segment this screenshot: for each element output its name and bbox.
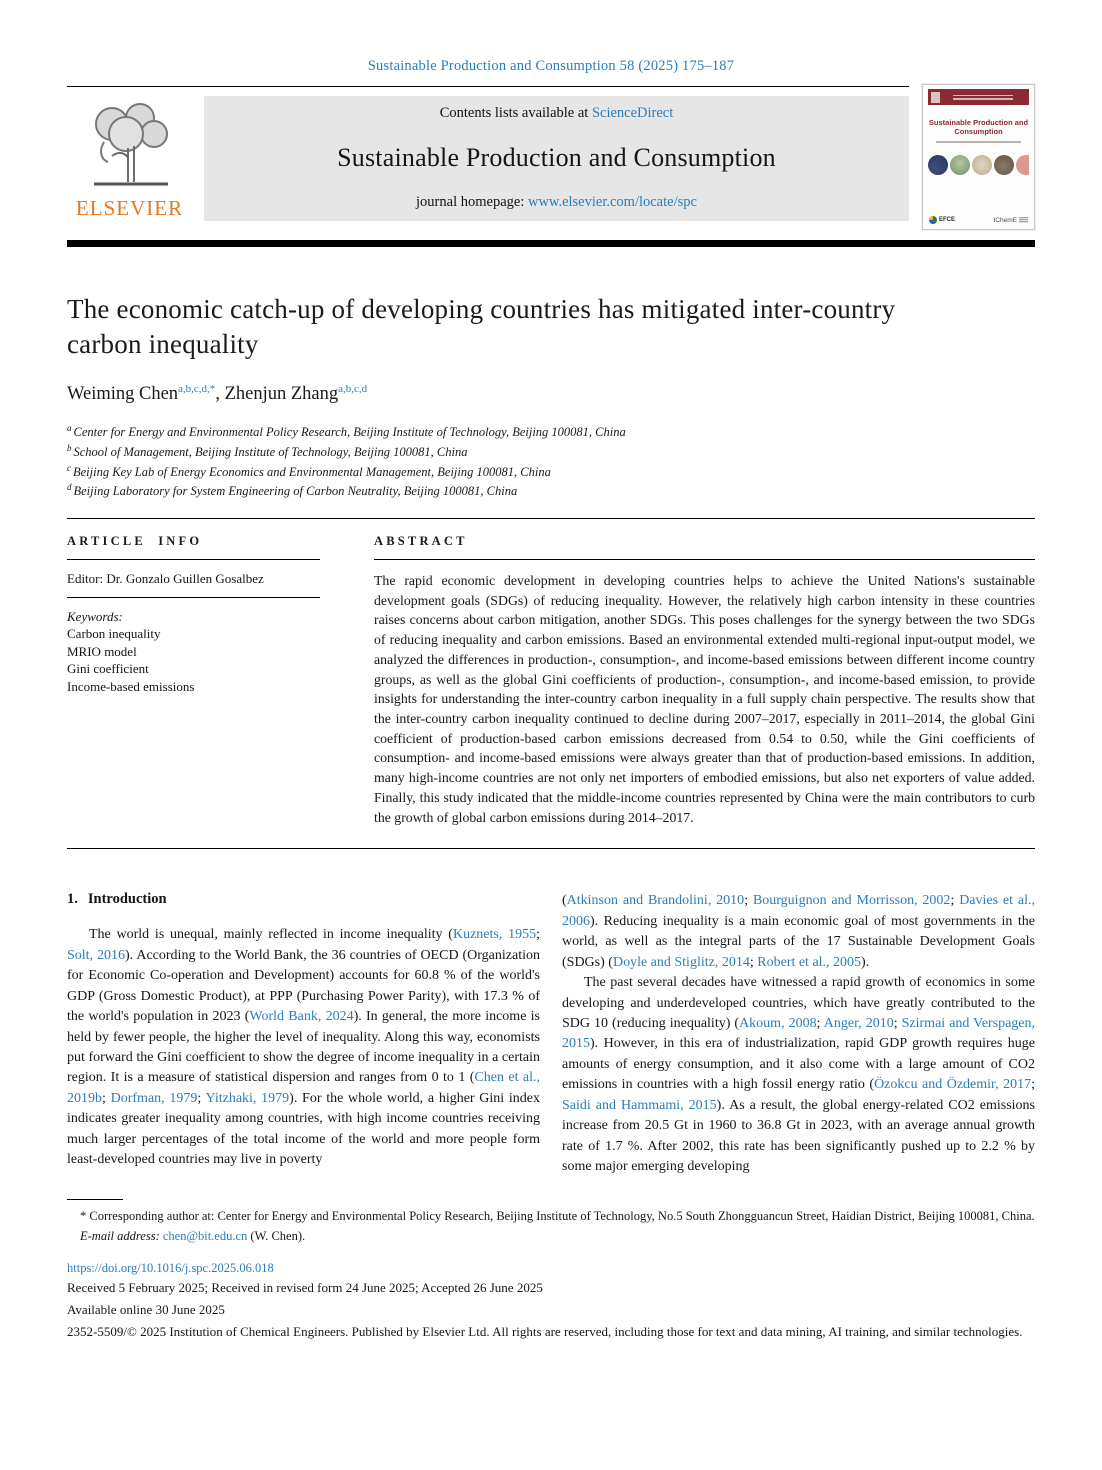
citation-link[interactable]: World Bank, 2024 [249, 1009, 354, 1025]
contents-list-line [214, 105, 899, 122]
journal-cover-thumbnail[interactable] [922, 84, 1035, 230]
journal-homepage-line [214, 194, 899, 211]
body-text: ). In general, the more income is held by fewer people, the higher the level of inequality. Along this way, economists put forward the Gini coefficient to show the degree of income inequality in a certain region. It is a measure of statistical dispersion and ranges from 0 to 1 ( [67, 1009, 540, 1086]
icheme-logo: IChemE [994, 217, 1028, 224]
homepage-prefix: journal homepage: [416, 194, 528, 210]
abstract-bottom-rule [67, 848, 1035, 849]
author-name-2: Zhenjun Zhang [224, 384, 339, 405]
body-text: ; [893, 1015, 902, 1031]
body-text: ; [816, 1015, 824, 1031]
author-1-affil-sup[interactable]: a,b,c,d,* [178, 383, 216, 396]
keyword: Income-based emissions [67, 678, 195, 694]
citation-link[interactable]: Kuznets, 1955 [452, 927, 537, 943]
icheme-icon [1019, 217, 1028, 223]
cover-journal-title: Sustainable Production and Consumption [928, 118, 1029, 137]
available-online-line: Available online 30 June 2025 [67, 1302, 225, 1318]
body-text: The world is unequal, mainly reflected in income inequality ( [89, 927, 453, 943]
intro-paragraph-right-2 [562, 973, 1035, 1177]
cover-publisher-icon [931, 92, 940, 103]
body-text: The past several decades have witnessed a rapid growth of economics in some developing and underdeveloped countries, which have greatly contributed to the SDG 10 (reducing inequality) ( [562, 975, 1035, 1031]
journal-title: Sustainable Production and Consumption [337, 143, 776, 172]
author-2-affil-sup[interactable]: a,b,c,d [338, 383, 368, 396]
keyword: MRIO model [67, 643, 137, 659]
body-right-column [562, 891, 1035, 1177]
doi-link[interactable]: https://doi.org/10.1016/j.spc.2025.06.018 [67, 1260, 274, 1275]
efce-icon [929, 216, 937, 224]
affiliation-row: $^c$ Beijing Key Lab of Energy Economics and Environmental Management, Beijing 100081, China [67, 462, 551, 479]
keyword: Gini coefficient [67, 661, 149, 677]
journal-homepage-link[interactable]: www.elsevier.com/locate/spc [527, 194, 697, 210]
affiliation-row: $^b$ School of Management, Beijing Institute of Technology, Beijing 100081, China [67, 443, 468, 460]
email-link[interactable]: chen@bit.edu.cn [162, 1229, 248, 1244]
intro-paragraph-left [67, 925, 540, 1170]
body-text: ; [744, 893, 753, 909]
sciencedirect-link[interactable]: ScienceDirect [591, 105, 674, 121]
article-info-rule [67, 559, 320, 560]
citation-link[interactable]: Akoum, 2008 [739, 1015, 817, 1031]
article-info-heading: ARTICLE INFO [67, 533, 203, 548]
footnote-rule [67, 1199, 123, 1200]
abstract-heading: ABSTRACT [374, 533, 468, 548]
abstract-column [374, 534, 1035, 827]
keywords-rule [67, 597, 320, 598]
body-text: ). According to the World Bank, the 36 countries of OECD (Organization for Economic Co-operation and Development) accounts for 60.8 % of the world's GDP (Gross Domestic Product), at PPP (Purchasing Power Parity), with 17.3 % of the world's population in 2023 ( [67, 947, 540, 1025]
body-text: ( [562, 893, 567, 909]
section-heading: 1. Introduction [67, 891, 167, 908]
body-text: ). [861, 954, 870, 970]
citation-link[interactable]: Özokcu and Özdemir, 2017 [874, 1077, 1032, 1093]
affiliation-list [67, 422, 1035, 501]
email-suffix: (W. Chen). [247, 1229, 306, 1244]
body-text: ). As a result, the global energy-related CO2 emissions increase from 20.5 Gt in 1960 to 36.8 Gt in 2023, with an average annual growth rate of 1.7 %. After 2002, this rate has been significantly pushed up to 2.2 % by some major emerging developing [562, 1097, 1035, 1174]
editor-line: Editor: Dr. Gonzalo Guillen Gosalbez [67, 570, 264, 586]
keywords-label: Keywords: [67, 608, 123, 624]
abstract-text: The rapid economic development in developing countries helps to achieve the United Nations's sustainable development goals (SDGs) of reducing inequality. However, the relatively high carbon intensity in these countries raises concerns about carbon mitigation, another SDGs. This poses challenges for the synergy between the two SDGs of reducing inequality and carbon emissions. Based an environmental extended multi-regional input-output model, we analyzed the differences in production-, consumption-, and income-based emissions between different income country groups, as well as the global Gini coefficients of production-, consumption-, and income-based emission, to provide insights for understanding the inter-country carbon inequality in a full supply chain perspective. The results show that the inter-country carbon inequality continued to decline during 2007–2017, especially in 2011–2014, the global Gini coefficient of production-based carbon emissions decreased from 0.54 to 0.50, while the Gini coefficients of consumption- and income-based emissions were always greater than that of production-based emissions. In addition, many high-income countries are not only net importers of embodied emissions, but also net exporters of value added. Finally, this study indicated that the middle-income countries represented by China were the main contributors to curb the growth of global carbon emissions during 2014–2017. [374, 572, 1035, 825]
article-info-column [67, 534, 320, 827]
journal-header [67, 86, 1035, 230]
author-name-1: Weiming Chen [67, 384, 179, 405]
author-separator: , [215, 384, 225, 405]
body-text: ). Reducing inequality is a main economic goal of most governments in the world, as well as the integral parts of the 17 Sustainable Development Goals (SDGs) ( [562, 913, 1035, 970]
contents-list-prefix: Contents lists available at [439, 105, 592, 121]
corresponding-author-note: * Corresponding author at: Center for Energy and Environmental Policy Research, Beijing Institute of Technology, No.5 South Zhongguancun Street, Haidian District, Beijing 100081, China. [80, 1209, 1035, 1224]
citation-link[interactable]: Bourguignon and Morrisson, 2002 [752, 893, 951, 909]
header-top-rule [67, 86, 909, 87]
body-text: ; [950, 893, 960, 909]
body-text: ; [197, 1090, 206, 1106]
running-head-citation: Sustainable Production and Consumption 58 (2025) 175–187 [367, 58, 735, 74]
abstract-rule [374, 559, 1035, 560]
copyright-line: 2352-5509/© 2025 Institution of Chemical Engineers. Published by Elsevier Ltd. All rights are reserved, including those for text and data mining, AI training, and similar technologies. [67, 1324, 1023, 1340]
cover-photo-circles [928, 155, 1029, 175]
header-divider-bar [67, 240, 1035, 247]
journal-header-left [67, 86, 909, 230]
citation-link[interactable]: Anger, 2010 [823, 1015, 894, 1031]
received-dates-line: Received 5 February 2025; Received in revised form 24 June 2025; Accepted 26 June 2025 [67, 1279, 543, 1295]
info-top-rule [67, 518, 1035, 519]
article-body [67, 891, 1035, 1177]
citation-link[interactable]: Doyle and Stiglitz, 2014 [612, 954, 750, 970]
footnote-block [67, 1199, 1035, 1342]
body-text: ; [749, 954, 758, 970]
article-title: The economic catch-up of developing countries has mitigated inter-country carbon inequality [67, 294, 896, 360]
body-text: ; [536, 927, 540, 943]
keyword: Carbon inequality [67, 625, 161, 641]
author-list [67, 383, 1035, 405]
body-text: ). For the whole world, a higher Gini index indicates greater inequality among countries, with high income countries receiving much larger percentages of the total income of the world and more people form least-developed countries may live in poverty [67, 1090, 541, 1168]
affiliation-row: $^d$ Beijing Laboratory for System Engineering of Carbon Neutrality, Beijing 100081, China [67, 482, 518, 499]
elsevier-logo[interactable] [67, 96, 204, 221]
citation-link[interactable]: Saidi and Hammami, 2015 [562, 1097, 717, 1113]
cover-band-text-lines [940, 95, 1026, 100]
citation-link[interactable]: Robert et al., 2005 [757, 954, 862, 970]
cover-subtitle-line [936, 141, 1022, 143]
citation-link[interactable]: Chen et al., 2019b [67, 1070, 540, 1106]
intro-paragraph-right-1 [562, 891, 1035, 973]
citation-link[interactable]: Davies et al., 2006 [562, 893, 1035, 929]
journal-banner [204, 96, 909, 221]
body-text: ; [1031, 1077, 1036, 1093]
cover-header-band [928, 89, 1029, 105]
citation-link[interactable]: Szirmai and Verspagen, 2015 [562, 1015, 1035, 1052]
citation-link[interactable]: Atkinson and Brandolini, 2010 [566, 893, 745, 909]
email-line [67, 1227, 1035, 1246]
email-label: E-mail address: [80, 1229, 160, 1244]
citation-link[interactable]: Dorfman, 1979 [110, 1090, 198, 1106]
body-text: ; [102, 1090, 111, 1106]
citation-link[interactable]: Solt, 2016 [67, 947, 126, 963]
citation-link[interactable]: Yitzhaki, 1979 [205, 1090, 290, 1106]
body-left-column [67, 891, 540, 1177]
elsevier-wordmark: ELSEVIER [75, 196, 184, 220]
elsevier-tree-icon [82, 98, 178, 194]
affiliation-row: $^a$ Center for Energy and Environmental Policy Research, Beijing Institute of Technology, Beijing 100081, China [67, 423, 626, 440]
body-text: ). However, in this era of industrialization, rapid GDP growth requires huge amounts of energy consumption, and it also come with a large amount of CO2 emissions in countries with a high fossil energy ratio ( [562, 1036, 1035, 1093]
efce-logo: EFCE [929, 216, 955, 224]
